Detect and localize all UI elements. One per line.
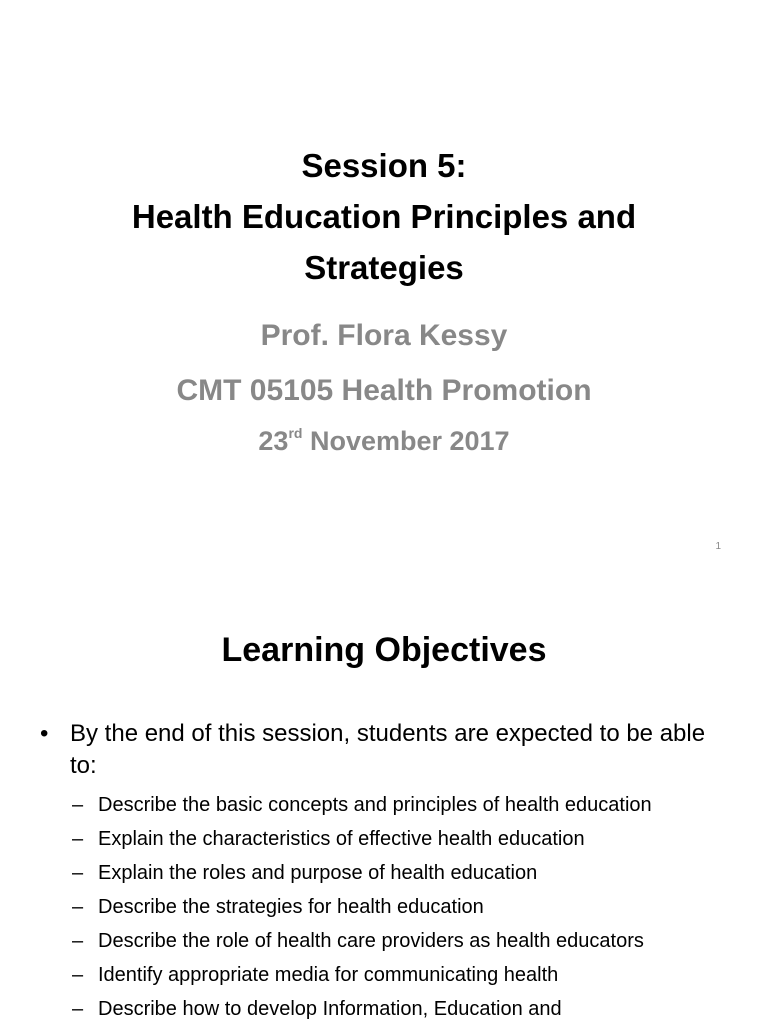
objective-text: Describe the strategies for health education [98, 896, 484, 918]
objective-text: Describe the basic concepts and principles of health education [98, 794, 652, 816]
objective-item [72, 890, 752, 924]
objectives-list [72, 788, 752, 1026]
bullet-dot: • [40, 720, 49, 747]
dash-marker: – [72, 794, 84, 816]
title-line-1: Session 5: [301, 147, 467, 184]
date-day: 23 [258, 426, 289, 456]
dash-marker: – [72, 862, 84, 884]
slide-title [40, 140, 728, 293]
dash-marker: – [72, 930, 84, 952]
title-line-2: Health Education Principles and [131, 198, 637, 235]
dash-marker: – [72, 964, 84, 986]
dash-marker: – [72, 896, 84, 918]
objectives-title: Learning Objectives [221, 631, 547, 669]
objective-item [72, 822, 752, 856]
intro-text: By the end of this session, students are expected to be able to: [70, 720, 706, 779]
objective-text: Identify appropriate media for communicating health [98, 964, 559, 986]
objective-text: Describe the role of health care providers as health educators [98, 930, 644, 952]
session-date [0, 424, 768, 458]
date-rest: November 2017 [302, 426, 510, 456]
objective-item [72, 856, 752, 890]
objectives-slide [0, 576, 768, 1024]
course-name: CMT 05105 Health Promotion [176, 374, 592, 407]
title-line-3: Strategies [304, 249, 464, 286]
objective-text: Explain the characteristics of effective health education [98, 828, 585, 850]
objective-item [72, 924, 752, 958]
author-name: Prof. Flora Kessy [260, 319, 508, 352]
objective-item [72, 788, 752, 822]
dash-marker: – [72, 828, 84, 850]
objective-text: Describe how to develop Information, Education and [98, 998, 562, 1020]
objective-item [72, 992, 752, 1026]
objective-item [72, 958, 752, 992]
intro-bullet [40, 718, 740, 782]
dash-marker: – [72, 998, 84, 1020]
objective-text: Explain the roles and purpose of health education [98, 862, 538, 884]
page-number: 1 [715, 541, 721, 552]
date-suffix: rd [288, 425, 303, 441]
